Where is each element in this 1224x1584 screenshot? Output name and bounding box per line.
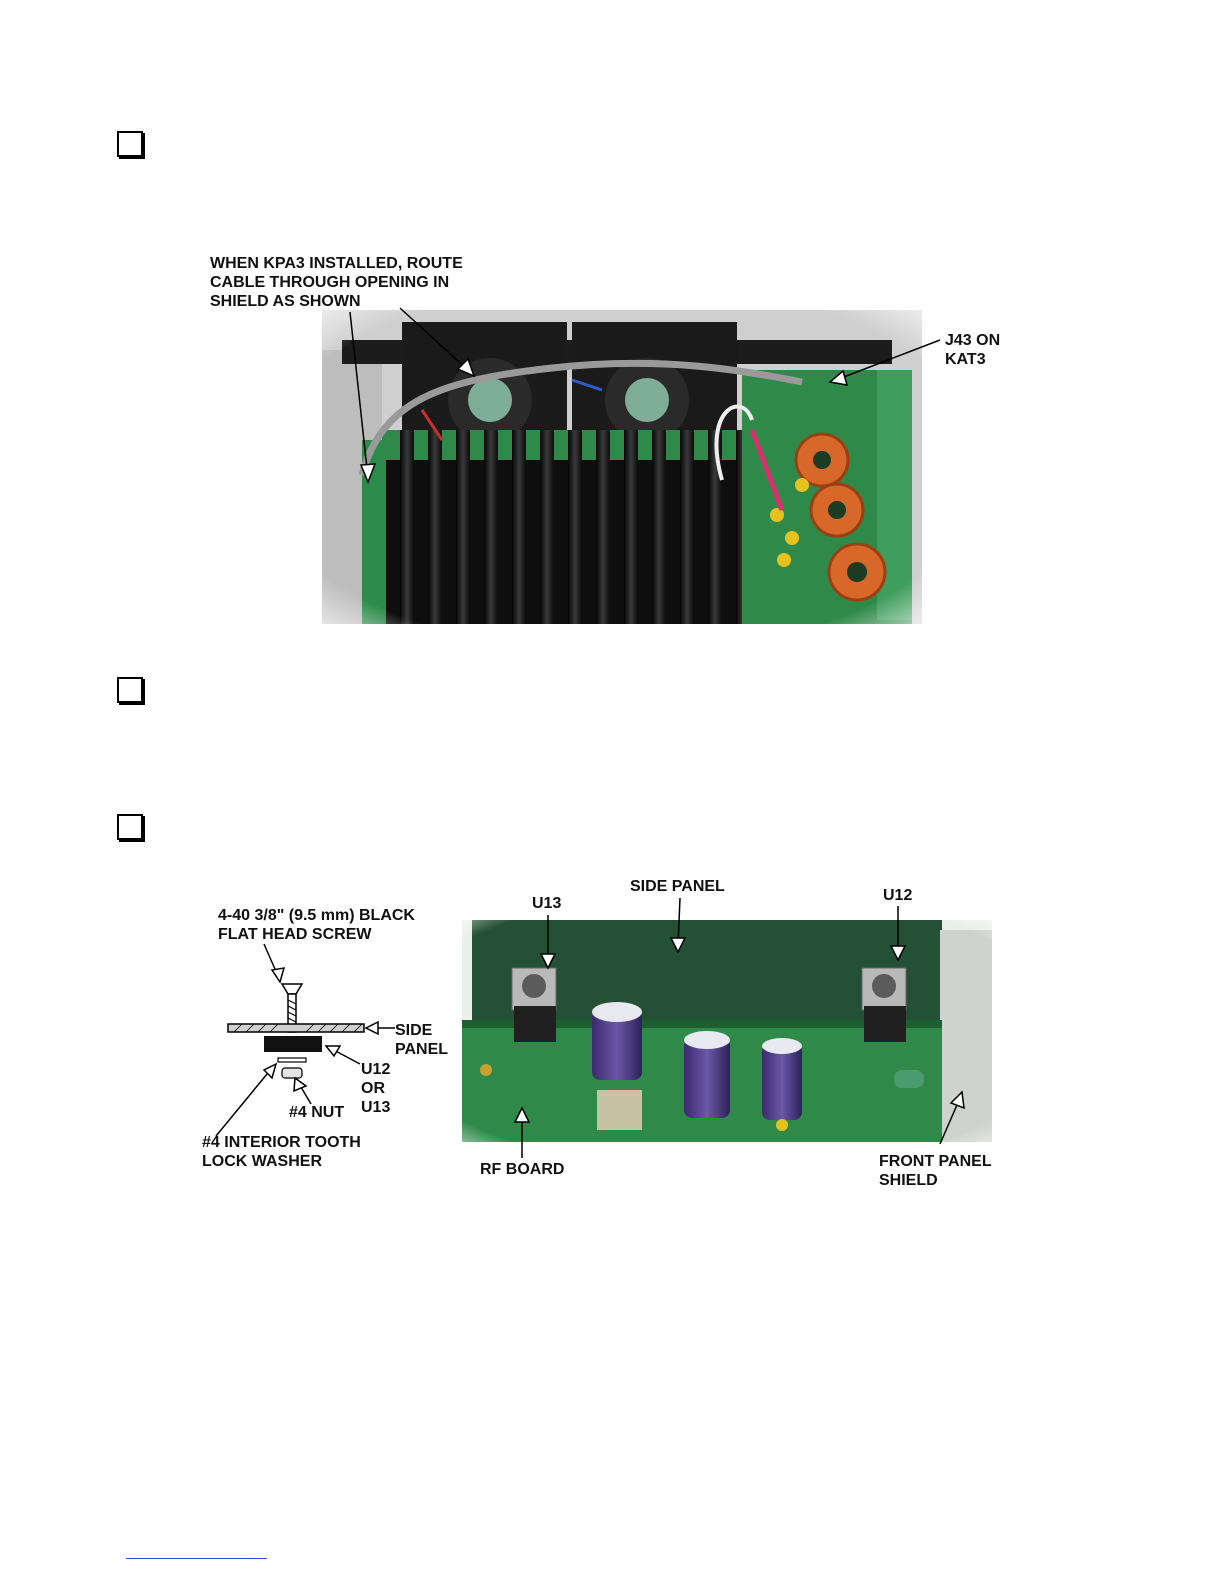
figure1-arrows: [0, 0, 1224, 700]
figure2-photo-arrows: [0, 860, 1224, 1200]
callout-route-cable: WHEN KPA3 INSTALLED, ROUTE CABLE THROUGH OPENING IN SHIELD AS SHOWN: [210, 255, 463, 310]
step-checkbox-3[interactable]: [117, 814, 143, 840]
callout-front-panel-shield: FRONT PANEL SHIELD: [879, 1153, 992, 1189]
callout-lock-washer: #4 INTERIOR TOOTH LOCK WASHER: [202, 1134, 361, 1170]
callout-side-panel-photo: SIDE PANEL: [630, 878, 725, 895]
callout-u12-photo: U12: [883, 887, 913, 904]
callout-rf-board: RF BOARD: [480, 1161, 565, 1178]
callout-side-panel-diagram: SIDE PANEL: [395, 1022, 449, 1058]
callout-nut: #4 NUT: [289, 1104, 345, 1121]
footer-link[interactable]: [126, 1558, 267, 1559]
callout-flat-head-screw: 4-40 3/8" (9.5 mm) BLACK FLAT HEAD SCREW: [218, 907, 415, 943]
callout-j43-on-kat3: J43 ON KAT3: [945, 332, 1001, 368]
callout-u12-or-u13: U12 OR U13: [361, 1061, 391, 1116]
callout-u13-photo: U13: [532, 895, 562, 912]
